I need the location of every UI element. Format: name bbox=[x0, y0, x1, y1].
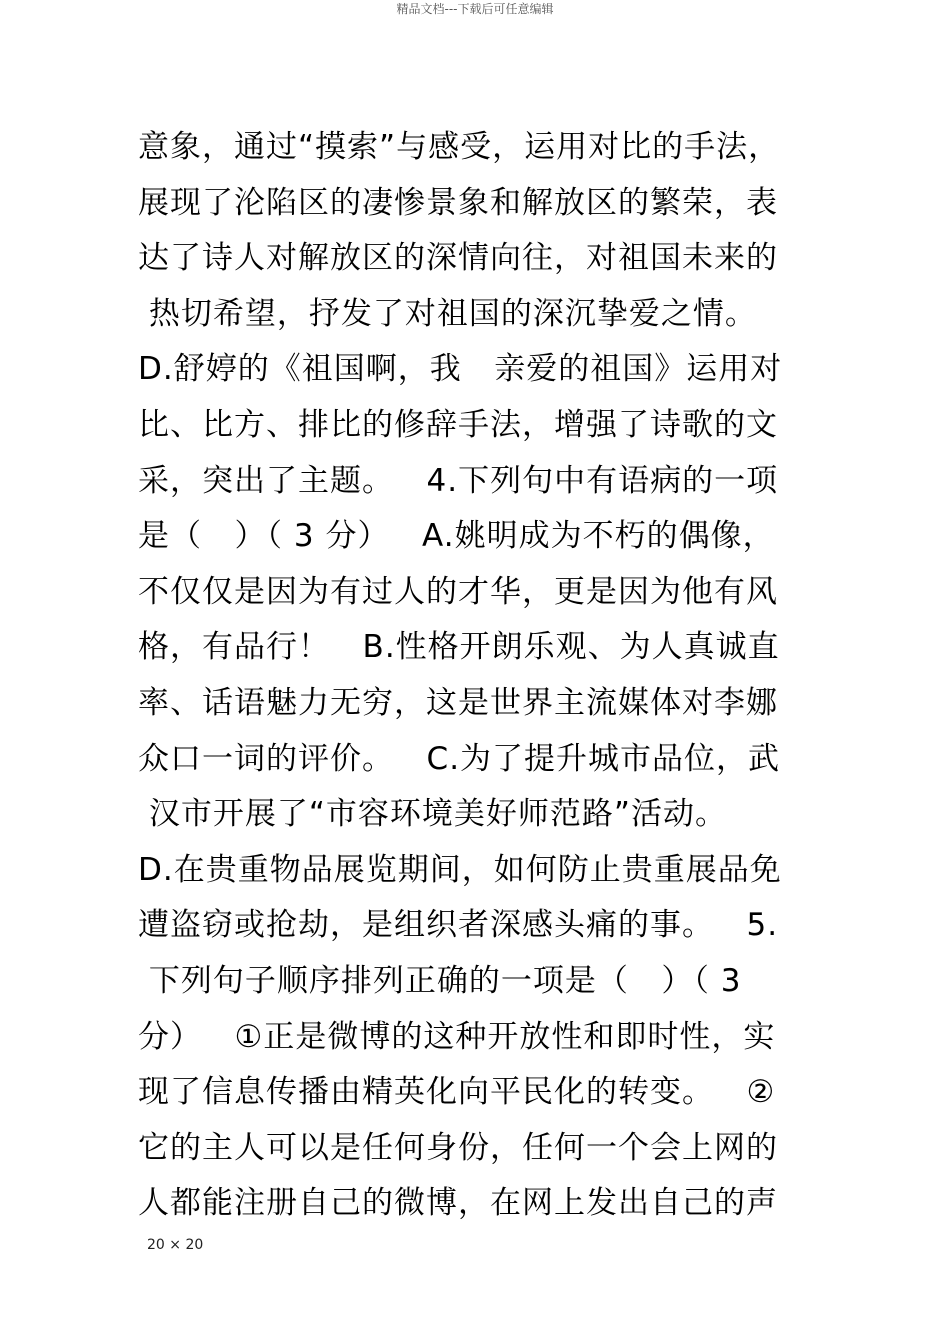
text-line: 展现了沦陷区的凄惨景象和解放区的繁荣，表 bbox=[138, 184, 778, 221]
text-line: 遭盗窃或抢劫，是组织者深感头痛的事。 5. bbox=[138, 907, 779, 944]
text-line: 格，有品行！ B.性格开朗乐观、为人真诚直 bbox=[138, 629, 780, 666]
text-line: 现了信息传播由精英化向平民化的转变。 ② bbox=[138, 1074, 776, 1111]
document-body bbox=[138, 120, 838, 1232]
text-line: D.舒婷的《祖国啊，我 亲爱的祖国》运用对 bbox=[138, 351, 783, 388]
text-line: 人都能注册自己的微博，在网上发出自己的声 bbox=[138, 1185, 778, 1222]
text-line: 意象，通过“摸索”与感受，运用对比的手法， bbox=[138, 129, 781, 165]
text-line: D.在贵重物品展览期间，如何防止贵重展品免 bbox=[138, 851, 782, 888]
text-line: 达了诗人对解放区的深情向往，对祖国未来的 bbox=[138, 240, 778, 277]
text-line: 率、话语魅力无穷，这是世界主流媒体对李娜 bbox=[138, 684, 778, 721]
page-footer-size: 20 × 20 bbox=[147, 1237, 204, 1253]
text-line: 汉市开展了“市容环境美好师范路”活动。 bbox=[138, 796, 727, 833]
text-line: 是（ ）（ 3 分） A.姚明成为不朽的偶像， bbox=[138, 518, 775, 555]
text-line: 热切希望，抒发了对祖国的深沉挚爱之情。 bbox=[138, 295, 757, 332]
text-line: 它的主人可以是任何身份，任何一个会上网的 bbox=[138, 1129, 778, 1166]
text-line: 不仅仅是因为有过人的才华，更是因为他有风 bbox=[138, 573, 778, 610]
text-line: 比、比方、排比的修辞手法，增强了诗歌的文 bbox=[138, 406, 778, 443]
text-line: 众口一词的评价。 C.为了提升城市品位，武 bbox=[138, 740, 781, 777]
text-line: 分） ①正是微博的这种开放性和即时性，实 bbox=[138, 1018, 776, 1055]
text-line: 下列句子顺序排列正确的一项是（ ）（ 3 bbox=[138, 962, 742, 999]
text-line: 采，突出了主题。 4.下列句中有语病的一项 bbox=[138, 462, 779, 499]
page-header: 精品文档---下载后可任意编辑 bbox=[396, 2, 554, 16]
